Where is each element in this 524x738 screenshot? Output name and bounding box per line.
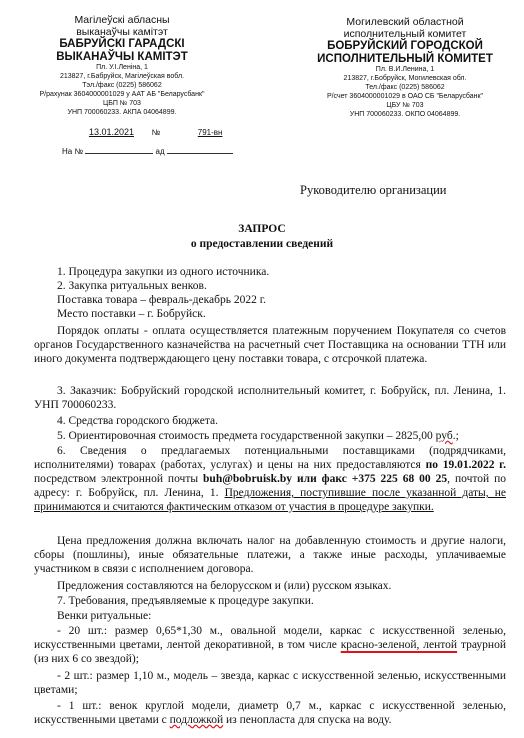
- org-name: БОБРУЙСКИЙ ГОРОДСКОЙ: [327, 40, 483, 52]
- cbu-line: ЦБП № 703: [103, 100, 141, 107]
- unp-line: УНП 700060233. ОКПО 04064899.: [349, 111, 461, 118]
- org-line: выканаўчы камітэт: [76, 26, 168, 38]
- submission-contacts: buh@bobruisk.by или факс +375 225 68 00 25: [203, 473, 448, 485]
- phone-line: Тел./факс (0225) 586062: [365, 84, 445, 91]
- registration-date: 13.01.2021: [88, 127, 134, 137]
- org-line: Магілеўскі абласны: [74, 14, 170, 26]
- from-label: ад: [155, 147, 165, 156]
- submission-text: , почтой по адресу: г. Бобруйск, пл. Ленина, 1.: [34, 473, 506, 499]
- addressee: Руководителю организации: [300, 183, 447, 197]
- account-line: Р/счет 3604000001029 в ОАО СБ "Беларусбанк": [326, 93, 484, 100]
- account-line: Р/рахунак 3604000001029 у ААТ АБ "Беларусбанк": [39, 91, 205, 98]
- highlighted-ribbon-text: красно-зеленой, лентой: [340, 639, 458, 651]
- cost-text: 5. Ориентировочная стоимость предмета государственной закупки – 2825,00: [57, 430, 436, 442]
- address-line: 213827, г.Бабруйск, Магілеўская вобл.: [59, 73, 185, 80]
- cost-tail: .;: [452, 430, 459, 442]
- reference-line: [62, 145, 233, 156]
- address-line: 213827, г.Бобруйск, Могилевская обл.: [343, 75, 467, 82]
- org-line: Могилевский областной: [346, 16, 464, 28]
- letterhead-russian: [300, 16, 510, 119]
- address-line: Пл. У.І.Леніна, 1: [96, 64, 148, 71]
- paragraph: Место поставки – г. Бобруйск.: [57, 308, 206, 320]
- paragraph: Поставка товара – февраль-декабрь 2022 г.: [57, 294, 267, 306]
- submission-deadline: по 19.01.2022 г.: [425, 459, 506, 471]
- item-2-paragraph: - 2 шт.: размер 1,10 м., модель – звезда, каркас с искусственной зеленью, искусственными цветами;: [34, 670, 506, 696]
- paragraph: Предложения составляются на белорусском и (или) русском языках.: [57, 580, 392, 592]
- org-name: БАБРУЙСКІ ГАРАДСКІ: [59, 38, 185, 50]
- paragraph: 1. Процедура закупки из одного источника.: [57, 266, 270, 278]
- letterhead-belarusian: [22, 14, 222, 117]
- phone-line: Тэл./факс (0225) 586062: [82, 82, 162, 89]
- unp-line: УНП 700060233. АКПА 04064899.: [67, 109, 177, 116]
- paragraph: 4. Средства городского бюджета.: [57, 415, 218, 427]
- document-body: [57, 265, 506, 321]
- submission-text: посредством электронной почты: [34, 473, 204, 485]
- item-text: из пенопласта для спуска на воду.: [223, 714, 392, 726]
- cost-currency: руб: [435, 430, 453, 442]
- on-number-label: На №: [62, 147, 84, 156]
- title-subline: о предоставлении сведений: [190, 238, 334, 250]
- address-line: Пл. В.И.Ленина, 1: [375, 66, 435, 73]
- org-line: исполнительный комитет: [343, 28, 467, 40]
- document-title: [0, 222, 524, 252]
- estimated-cost-paragraph: [57, 429, 506, 443]
- price-paragraph: Цена предложения должна включать налог на добавленную стоимость и другие налоги, сборы (пошлины), иные обязательные платежи, а также иные расходы, уплачиваемые участником в связи с исполнением договора.: [34, 535, 506, 575]
- title-line: ЗАПРОС: [238, 223, 286, 235]
- number-sign: №: [151, 128, 161, 137]
- late-offers-note: Предложения, поступившие после указанной даты, не принимаются и считаются фактическим отказом от участия в процедуре закупки.: [34, 487, 507, 513]
- registration-date-line: [78, 127, 222, 137]
- on-number-blank: [85, 145, 153, 154]
- org-name: ИСПОЛНИТЕЛЬНЫЙ КОМИТЕТ: [317, 52, 493, 65]
- item-3-paragraph: [34, 699, 506, 727]
- paragraph: 7. Требования, предъявляемые к процедуре закупки.: [57, 595, 314, 607]
- submission-paragraph: [34, 444, 506, 514]
- payment-paragraph: Порядок оплаты - оплата осуществляется платежным поручением Покупателя со счетов органов Государственного казначейства на расчетный счет Поставщика на основании ТТН или иного документа подтверждающего цену поставки товара, с отсрочкой платежа.: [34, 325, 506, 365]
- cbu-line: ЦБУ № 703: [386, 102, 424, 109]
- submission-text: 6. Сведения о предлагаемых потенциальными поставщиками (подрядчиками, исполнителями) товарах (работах, услугах) и цены на них предоставляются: [34, 445, 506, 471]
- registration-number: 791-вн: [197, 128, 223, 137]
- org-name: ВЫКАНАЎЧЫ КАМІТЭТ: [56, 50, 188, 63]
- paragraph: 2. Закупка ритуальных венков.: [57, 280, 207, 292]
- from-blank: [167, 145, 233, 154]
- item-1-paragraph: [34, 624, 506, 666]
- item-underlay-word: подложкой: [169, 714, 224, 726]
- item-text: - 1 шт.: венок круглой модели, диаметр 0,7 м., каркас с искусственной зеленью, искусственными цветами с: [34, 700, 506, 726]
- item-text: траурной (из них 6 со звездой);: [34, 639, 506, 665]
- customer-paragraph: 3. Заказчик: Бобруйский городской исполнительный комитет, г. Бобруйск, пл. Ленина, 1. УНП 700060233.: [34, 385, 506, 411]
- paragraph: Венки ритуальные:: [57, 610, 152, 622]
- item-text: - 20 шт.: размер 0,65*1,30 м., овальной модели, каркас с искусственной зеленью, искусственными цветами, лентой декоративной, в том числе: [34, 625, 506, 651]
